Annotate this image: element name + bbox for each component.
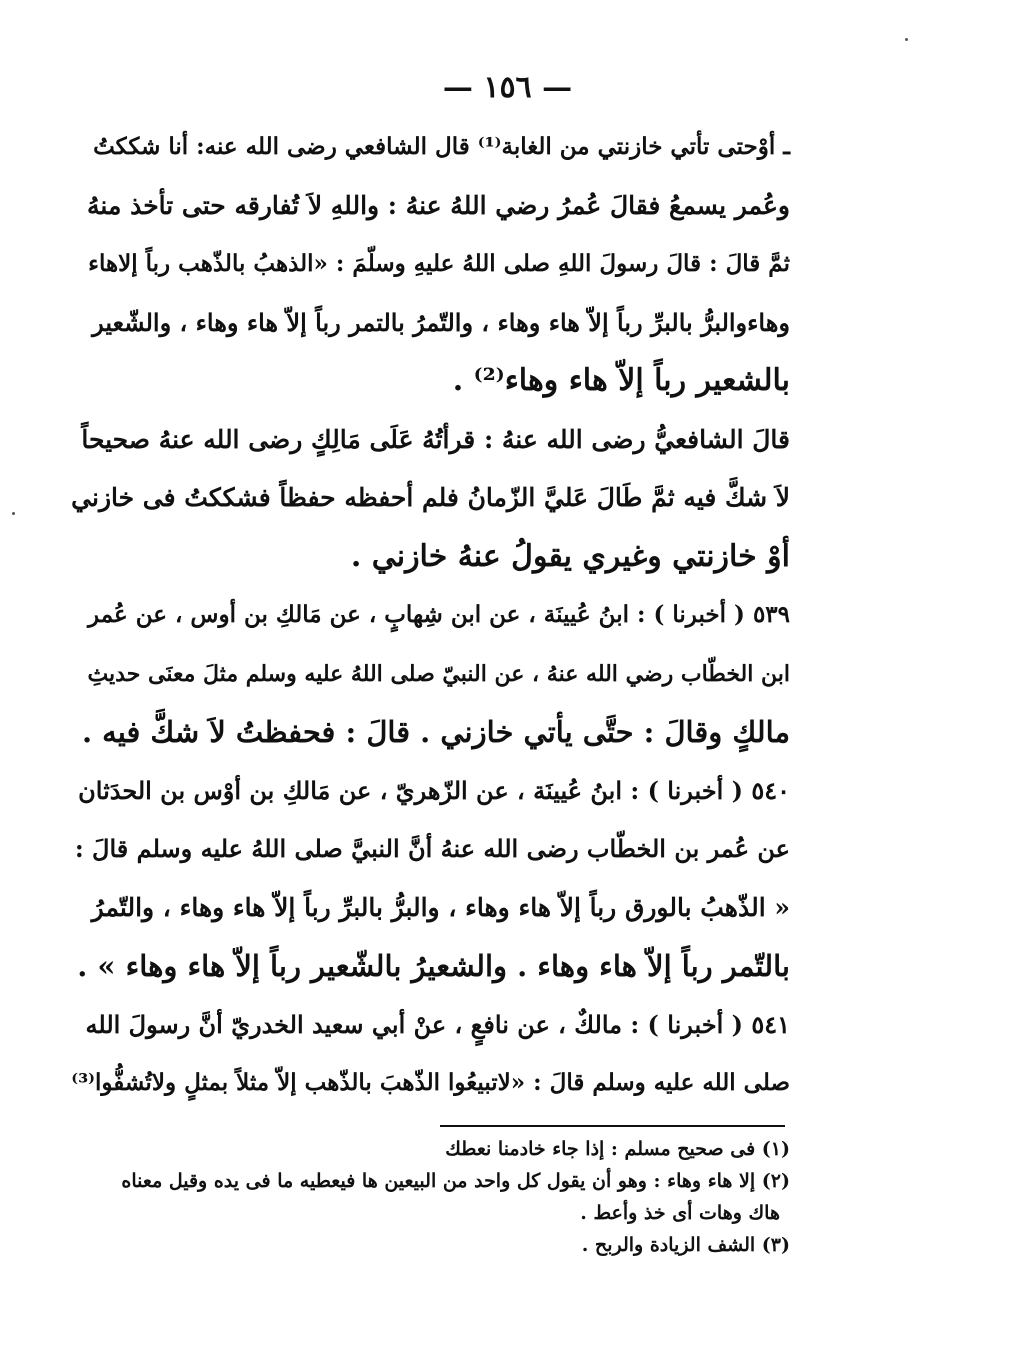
text-line: ثمَّ قالَ : قالَ رسولَ اللهِ صلى اللهُ عليهِ وسلّمَ : «الذهبُ بالذّهب رباً إلاهاء	[88, 250, 790, 277]
footnote: (٣) الشف الزيادة والربح .	[581, 1234, 790, 1256]
text-line: مالكٍ وقالَ : حتَّى يأتي خازني . قالَ : فحفظتُ لاَ شكَّ فيه .	[81, 715, 790, 749]
footnote: (٢) إلا هاء وهاء : وهو أن يقول كل واحد من البيعين ها فيعطيه ما فى يده وقيل معناه	[121, 1170, 790, 1192]
footnote: (١) فى صحيح مسلم : إذا جاء خادمنا نعطك	[445, 1138, 790, 1160]
text-line: صلى الله عليه وسلم قالَ : «لاتبيعُوا الذّهبَ بالذّهب إلاّ مثلاً بمثلٍ ولاتُشفُّوا⁽³⁾	[71, 1069, 790, 1096]
text-line: ـ أوْحتى تأتي خازنتي من الغابة⁽¹⁾ قال الشافعي رضى الله عنه: أنا شككتُ	[93, 133, 790, 160]
text-line: ٥٤٠ ( أخبرنا ) : ابنُ عُيينَة ، عن الزّهريّ ، عن مَالكِ بن أوْس بن الحدَثان	[78, 775, 790, 805]
text-line: بالشعير رباً إلاّ هاء وهاء⁽²⁾ .	[452, 363, 790, 398]
scan-speck	[905, 38, 908, 41]
text-line: أوْ خازنتي وغيري يقولُ عنهُ خازني .	[350, 538, 790, 574]
page-number: — ١٥٦ —	[442, 70, 573, 105]
text-line: قالَ الشافعيُّ رضى الله عنهُ : قرأتُهُ عَلَى مَالِكٍ رضى الله عنهُ صحيحاً	[81, 424, 790, 454]
text-line: ٥٣٩ ( أخبرنا ) : ابنُ عُيينَة ، عن ابن شِهابٍ ، عن مَالكِ بن أوس ، عن عُمر	[88, 601, 790, 628]
footnote: هاك وهات أى خذ وأعط .	[580, 1202, 780, 1224]
footnote-divider	[440, 1125, 785, 1127]
text-line: ابن الخطّاب رضي الله عنهُ ، عن النبيّ صلى اللهُ عليه وسلم مثلَ معنَى حديثِ	[87, 660, 790, 687]
text-line: بالتّمر رباً إلاّ هاء وهاء . والشعيرُ بالشّعير رباً إلاّ هاء وهاء » .	[77, 949, 790, 983]
text-line: وهاءوالبرُّ بالبرِّ رباً إلاّ هاء وهاء ، والتّمرُ بالتمر رباً إلاّ هاء وهاء ، والشّعير	[92, 307, 790, 337]
scan-speck	[12, 512, 15, 515]
text-line: لاَ شكَّ فيه ثمَّ طَالَ عَليَّ الزّمانُ فلم أحفظه حفظاً فشككتُ فى خازني	[71, 483, 790, 512]
text-line: عن عُمر بن الخطّاب رضى الله عنهُ أنَّ النبيَّ صلى اللهُ عليه وسلم قالَ :	[74, 834, 790, 863]
text-line: ٥٤١ ( أخبرنا ) : مالكٌ ، عن نافعٍ ، عنْ أبي سعيد الخدريّ أنَّ رسولَ الله	[85, 1009, 790, 1039]
text-line: وعُمر يسمعُ فقالَ عُمرُ رضي اللهُ عنهُ : واللهِ لاَ تُفارقه حتى تأخذ منهُ	[87, 190, 790, 220]
footnotes	[70, 1133, 790, 1261]
main-text	[70, 118, 790, 1113]
text-line: « الذّهبُ بالورق رباً إلاّ هاء وهاء ، والبرُّ بالبرِّ رباً إلاّ هاء وهاء ، والتّمرُ	[91, 892, 790, 922]
